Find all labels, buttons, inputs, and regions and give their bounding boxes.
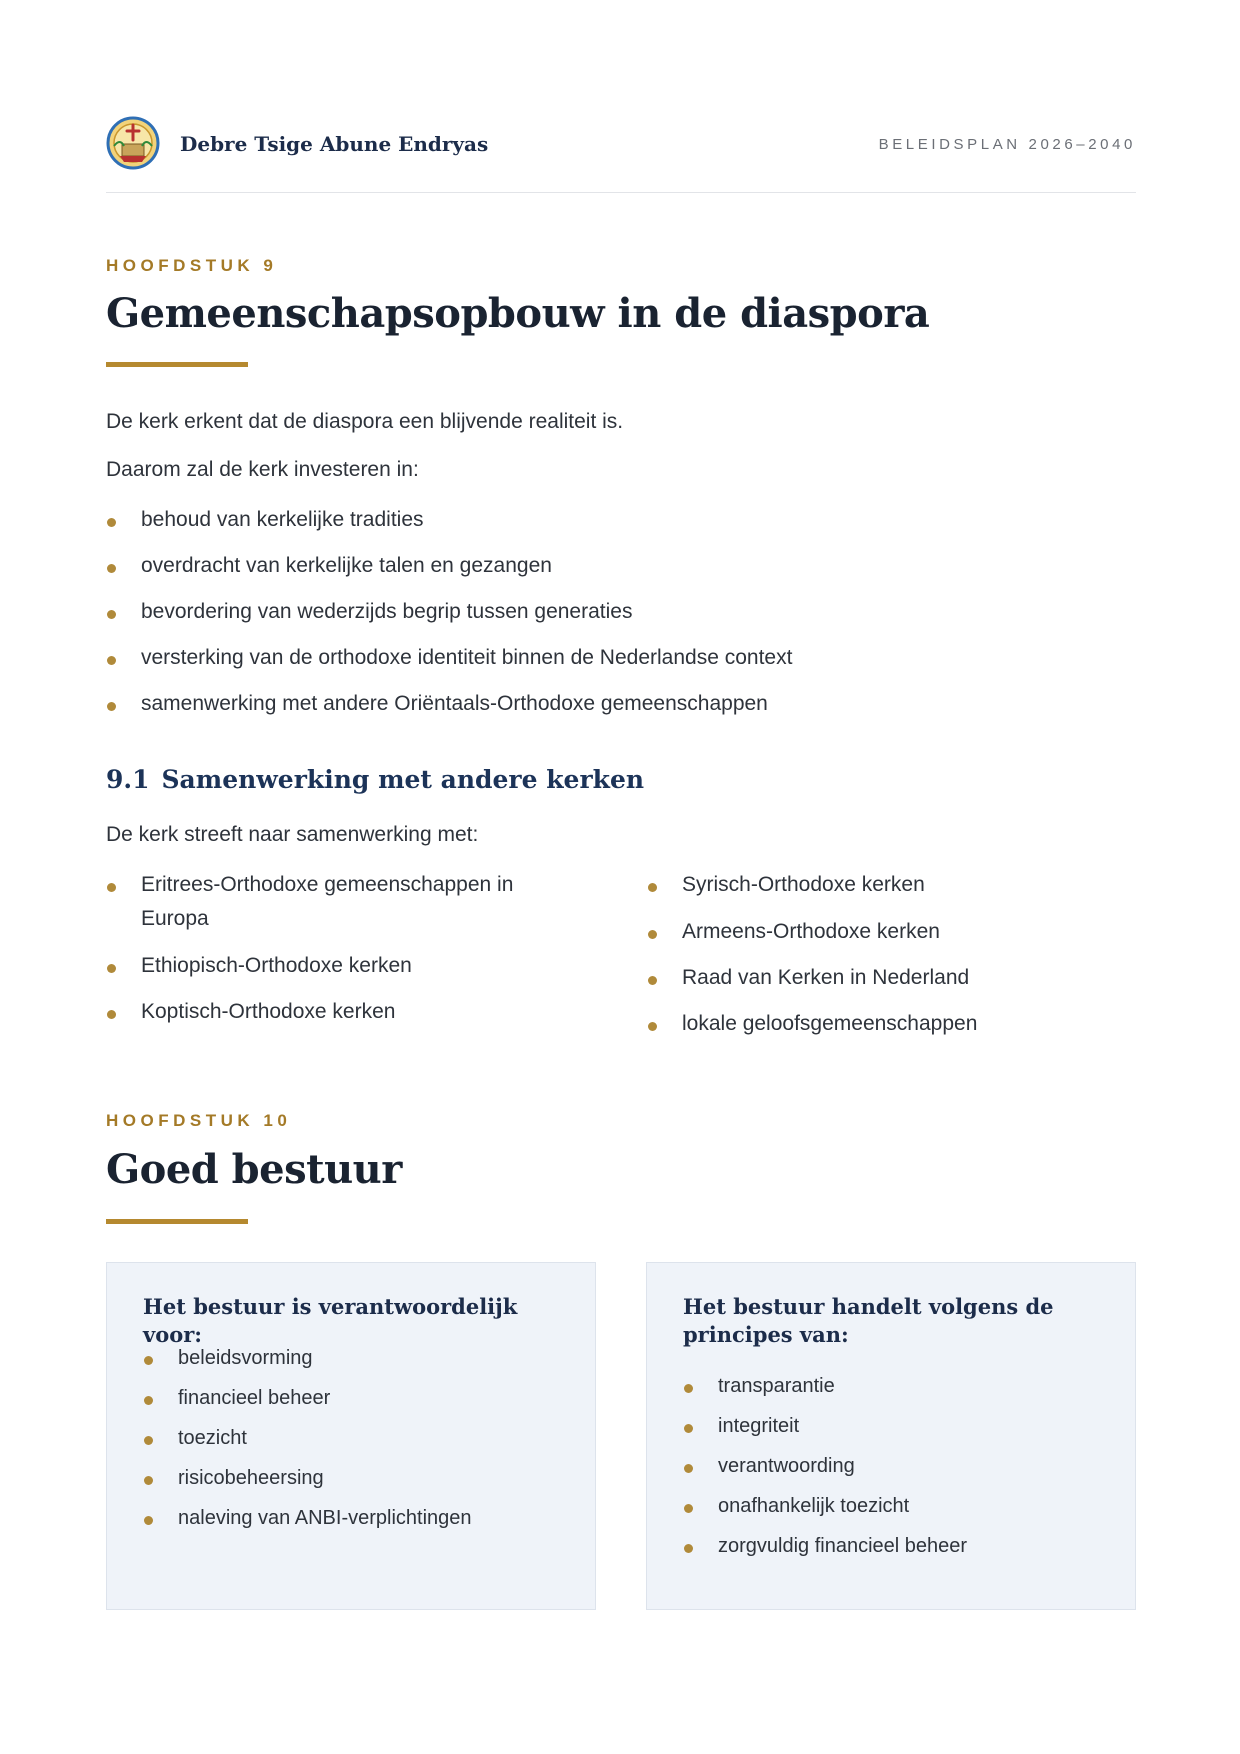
intro-paragraph: De kerk erkent dat de diaspora een blijvende realiteit is. — [106, 410, 624, 433]
list-item: risicobeheersing — [143, 1461, 563, 1495]
bullet-icon — [107, 883, 116, 892]
bullet-icon — [648, 930, 657, 939]
church-emblem-icon — [106, 116, 160, 170]
box-title: Het bestuur handelt volgens de principes van: — [683, 1294, 1054, 1347]
investment-list — [106, 503, 1106, 721]
list-item: beleidsvorming — [143, 1341, 563, 1375]
list-item: Eritrees-Orthodoxe gemeenschappen in Europa — [106, 868, 546, 936]
bullet-icon — [684, 1464, 693, 1473]
principles-box — [646, 1262, 1136, 1610]
list-item: zorgvuldig financieel beheer — [683, 1529, 1103, 1563]
bullet-icon — [107, 964, 116, 973]
chapter-title: Gemeenschapsopbouw in de diaspora — [106, 290, 930, 337]
cooperation-list-right — [647, 868, 1107, 1041]
list-item: Ethiopisch-Orthodoxe kerken — [106, 949, 546, 983]
page-header — [106, 112, 1136, 193]
principles-list — [683, 1369, 1103, 1569]
list-item: verantwoording — [683, 1449, 1103, 1483]
cooperation-list-left — [106, 868, 546, 1029]
list-item: lokale geloofsgemeenschappen — [647, 1007, 1107, 1041]
bullet-icon — [144, 1476, 153, 1485]
section-number: 9.1 — [106, 765, 150, 794]
responsibilities-box — [106, 1262, 596, 1610]
list-item: samenwerking met andere Oriëntaals-Orthodoxe gemeenschappen — [106, 687, 1106, 721]
list-item: Koptisch-Orthodoxe kerken — [106, 995, 546, 1029]
organization-name: Debre Tsige Abune Endryas — [180, 132, 489, 156]
bullet-icon — [648, 883, 657, 892]
section-title — [106, 765, 644, 794]
title-accent-bar — [106, 1219, 248, 1224]
list-item: toezicht — [143, 1421, 563, 1455]
bullet-icon — [144, 1516, 153, 1525]
box-title: Het bestuur is verantwoordelijk voor: — [143, 1294, 518, 1347]
list-item: transparantie — [683, 1369, 1103, 1403]
bullet-icon — [107, 656, 116, 665]
bullet-icon — [107, 1010, 116, 1019]
list-item: Armeens-Orthodoxe kerken — [647, 915, 1107, 949]
bullet-icon — [144, 1396, 153, 1405]
list-item: Raad van Kerken in Nederland — [647, 961, 1107, 995]
list-item: behoud van kerkelijke tradities — [106, 503, 1106, 537]
list-item: onafhankelijk toezicht — [683, 1489, 1103, 1523]
bullet-icon — [648, 976, 657, 985]
list-item: financieel beheer — [143, 1381, 563, 1415]
bullet-icon — [684, 1544, 693, 1553]
list-item: bevordering van wederzijds begrip tussen generaties — [106, 595, 1106, 629]
bullet-icon — [684, 1504, 693, 1513]
responsibilities-list — [143, 1341, 563, 1541]
list-item: naleving van ANBI-verplichtingen — [143, 1501, 563, 1535]
chapter-title: Goed bestuur — [106, 1146, 402, 1193]
chapter-label: HOOFDSTUK 10 — [106, 1111, 292, 1130]
lead-paragraph: Daarom zal de kerk investeren in: — [106, 458, 419, 481]
list-item: overdracht van kerkelijke talen en gezangen — [106, 549, 1106, 583]
section-title-text: Samenwerking met andere kerken — [161, 765, 645, 794]
bullet-icon — [107, 610, 116, 619]
bullet-icon — [107, 518, 116, 527]
title-accent-bar — [106, 362, 248, 367]
bullet-icon — [684, 1384, 693, 1393]
bullet-icon — [107, 702, 116, 711]
chapter-label: HOOFDSTUK 9 — [106, 256, 278, 275]
bullet-icon — [144, 1356, 153, 1365]
list-item: Syrisch-Orthodoxe kerken — [647, 868, 1107, 902]
section-lead: De kerk streeft naar samenwerking met: — [106, 823, 479, 846]
plan-label: BELEIDSPLAN 2026–2040 — [878, 136, 1136, 153]
bullet-icon — [144, 1436, 153, 1445]
bullet-icon — [107, 564, 116, 573]
bullet-icon — [648, 1022, 657, 1031]
bullet-icon — [684, 1424, 693, 1433]
list-item: integriteit — [683, 1409, 1103, 1443]
list-item: versterking van de orthodoxe identiteit binnen de Nederlandse context — [106, 641, 1106, 675]
